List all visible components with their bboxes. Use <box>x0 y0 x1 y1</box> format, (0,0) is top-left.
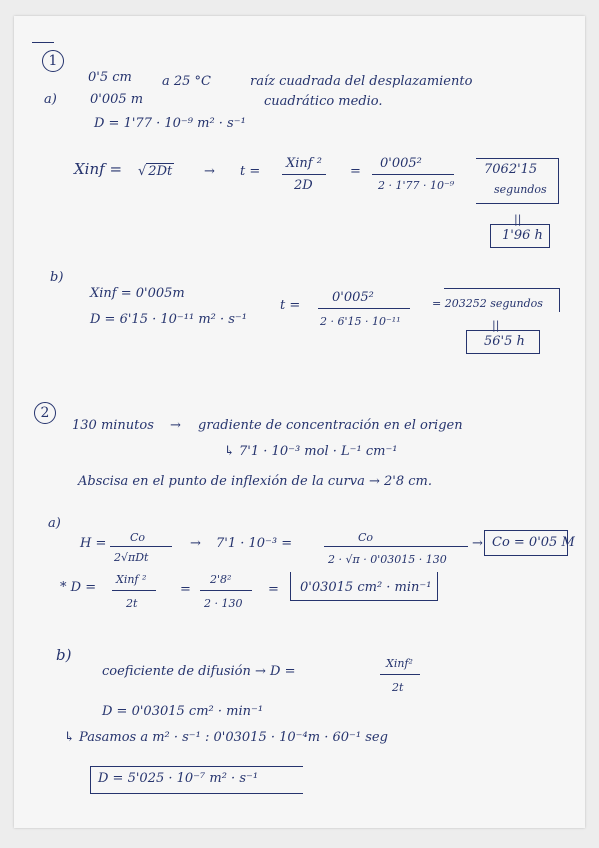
b-diffusion: D = 6'15 · 10⁻¹¹ m² · s⁻¹ <box>90 312 248 327</box>
h-value: 7'1 · 10⁻³ = <box>216 536 293 551</box>
s-frac-num-2: 2'8² <box>210 573 232 586</box>
arrow-4: → <box>472 536 483 551</box>
diffusion-coef-text: coeficiente de difusión → D = <box>102 664 296 679</box>
gradient-value: ↳ 7'1 · 10⁻³ mol · L⁻¹ cm⁻¹ <box>224 444 398 459</box>
h-frac-num-2: Co <box>358 531 374 544</box>
s-eq: = <box>180 582 191 597</box>
result-seconds: 7062'15 <box>484 162 538 177</box>
b-xinf: Xinf = 0'005m <box>90 286 185 301</box>
corner-mark <box>32 42 54 43</box>
s-frac-den-2: 2 · 130 <box>204 597 243 610</box>
s-frac-num: Xinf ² <box>116 573 147 586</box>
d-value: D = 0'03015 cm² · min⁻¹ <box>102 704 264 719</box>
temperature: a 25 °C <box>162 74 212 89</box>
distance-m: 0'005 m <box>90 92 144 107</box>
eq-sign: = <box>350 164 361 179</box>
equiv-mark: || <box>514 213 522 226</box>
problem-2-number: 2 <box>34 402 56 424</box>
part-b-label: b) <box>50 270 64 285</box>
co-result: Co = 0'05 M <box>492 535 575 550</box>
b-result: = 203252 segundos <box>432 297 543 310</box>
p2-part-b-label: b) <box>56 646 72 664</box>
result-box <box>476 158 559 204</box>
t-eq: t = <box>240 164 261 179</box>
b1-frac-den: 2t <box>392 681 404 694</box>
note-line-2: cuadrático medio. <box>264 94 383 109</box>
s-eq-2: = <box>268 582 279 597</box>
arrow: → <box>204 164 215 179</box>
problem-1-number: 1 <box>42 50 64 72</box>
gradient-text: gradiente de concentración en el origen <box>198 418 463 433</box>
arrow-2: → <box>170 418 181 433</box>
conversion-line: ↳ Pasamos a m² · s⁻¹ : 0'03015 · 10⁻⁴m · 60⁻¹ seg <box>64 730 388 745</box>
s-result: 0'03015 cm² · min⁻¹ <box>300 580 432 595</box>
final-result: D = 5'025 · 10⁻⁷ m² · s⁻¹ <box>98 771 259 786</box>
b-result-hours: 56'5 h <box>484 334 525 349</box>
time-minutes: 130 minutos <box>72 418 154 433</box>
b-t-eq: t = <box>280 298 301 313</box>
xinf-formula: Xinf = <box>74 160 123 178</box>
b1-frac-num: Xinf² <box>386 657 413 670</box>
b-equiv-mark: || <box>492 319 500 332</box>
note-line-1: raíz cuadrada del desplazamiento <box>250 74 473 89</box>
p2-part-a-label: a) <box>48 516 61 531</box>
arrow-3: → <box>190 536 201 551</box>
h-eq: H = <box>80 536 107 551</box>
frac-den: 2D <box>294 178 313 193</box>
part-a-label: a) <box>44 92 57 107</box>
b-frac-num: 0'005² <box>332 290 374 305</box>
frac-den-2: 2 · 1'77 · 10⁻⁹ <box>378 179 455 192</box>
star-d-eq: * D = <box>60 580 97 595</box>
h-frac-den: 2√πDt <box>114 551 149 564</box>
h-frac-den-2: 2 · √π · 0'03015 · 130 <box>328 553 447 566</box>
b-frac-den: 2 · 6'15 · 10⁻¹¹ <box>320 315 401 328</box>
abscissa-text: Abscisa en el punto de inflexión de la curva → 2'8 cm. <box>78 474 432 489</box>
sqrt-2dt: √ 2Dt <box>138 164 173 179</box>
s-frac-den: 2t <box>126 597 138 610</box>
result-unit: segundos <box>494 183 547 196</box>
diffusion-coefficient: D = 1'77 · 10⁻⁹ m² · s⁻¹ <box>94 116 246 131</box>
h-frac-num: Co <box>130 531 146 544</box>
frac-num-2: 0'005² <box>380 156 422 171</box>
handwritten-page <box>14 16 585 828</box>
frac-num: Xinf ² <box>286 156 322 171</box>
result-hours: 1'96 h <box>502 228 543 243</box>
distance-cm: 0'5 cm <box>88 70 132 85</box>
